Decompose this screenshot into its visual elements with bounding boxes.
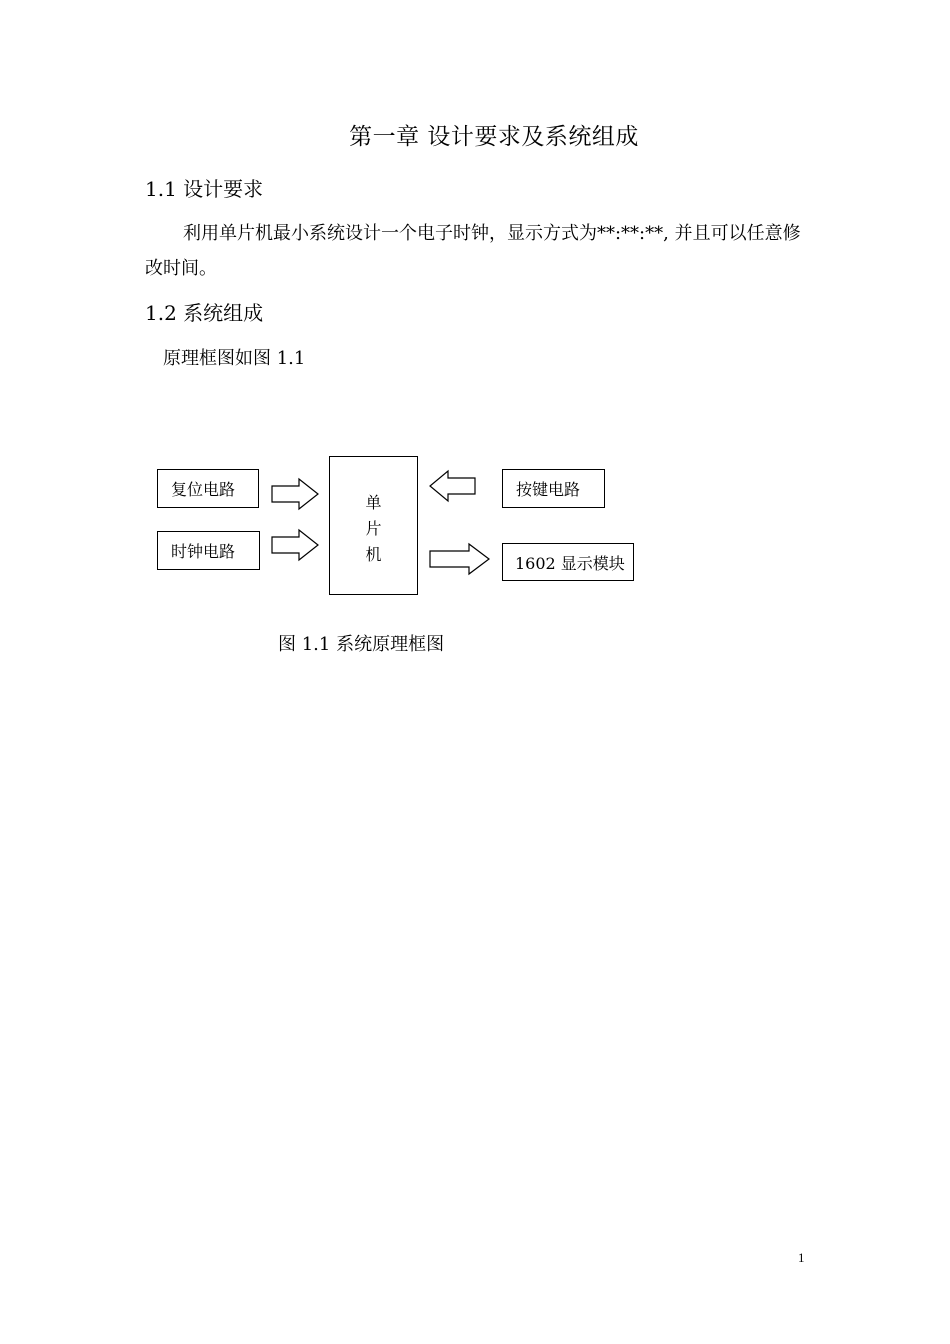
requirements-paragraph: 利用单片机最小系统设计一个电子时钟，显示方式为**:**:**, 并且可以任意修改时间。 — [145, 223, 801, 279]
mcu-label-char-2: 片 — [365, 519, 382, 538]
chapter-title: 第一章 设计要求及系统组成 — [349, 124, 639, 150]
section-heading-system-composition: 1.2 系统组成 — [145, 301, 264, 325]
mcu-label-char-1: 单 — [365, 493, 382, 512]
mcu-to-display-arrow-icon — [430, 544, 489, 574]
section-heading-design-requirements: 1.1 设计要求 — [145, 177, 264, 201]
clock-to-mcu-arrow-icon — [272, 530, 318, 560]
display-module-label: 1602 显示模块 — [515, 553, 625, 573]
reset-circuit-label: 复位电路 — [171, 480, 236, 499]
figure-caption: 图 1.1 系统原理框图 — [278, 634, 445, 655]
reset-to-mcu-arrow-icon — [272, 479, 318, 509]
mcu-label-char-3: 机 — [365, 545, 382, 564]
diagram-intro-text: 原理框图如图 1.1 — [163, 348, 306, 369]
key-to-mcu-arrow-icon — [430, 471, 475, 501]
page-number: 1 — [798, 1250, 805, 1265]
key-circuit-label: 按键电路 — [516, 480, 581, 499]
clock-circuit-label: 时钟电路 — [171, 542, 236, 561]
